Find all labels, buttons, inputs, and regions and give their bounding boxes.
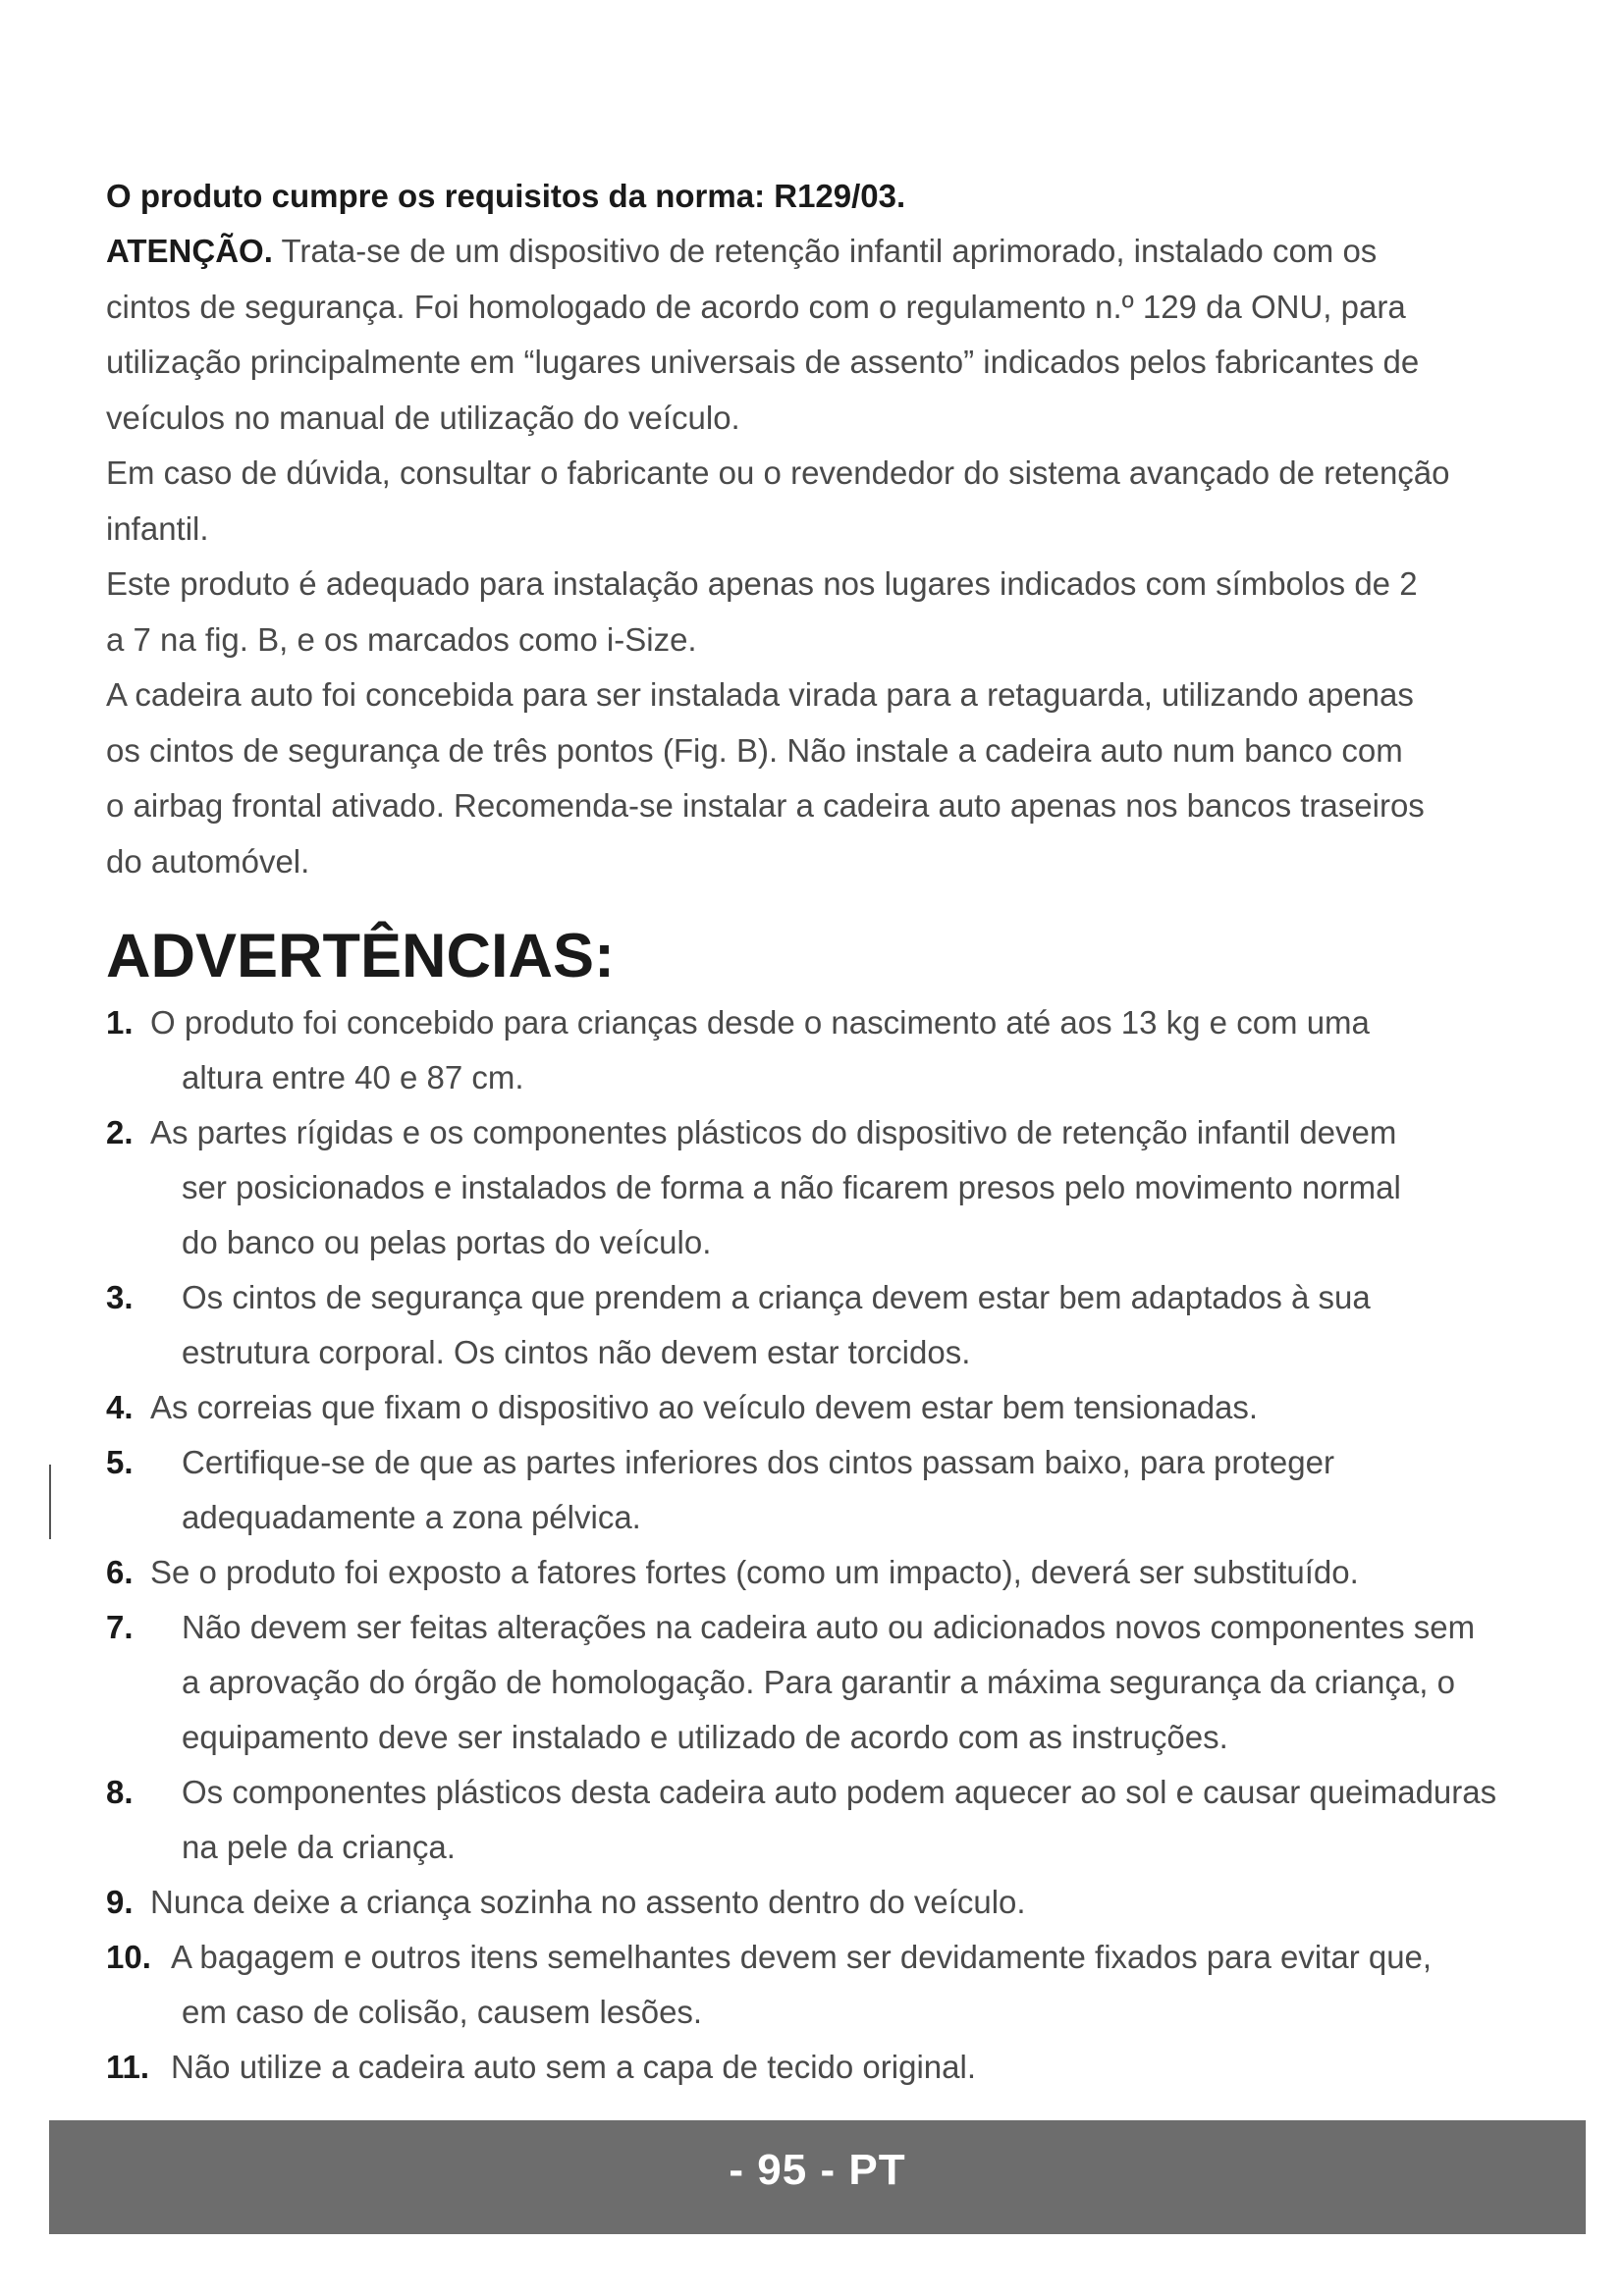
warning-item — [106, 1270, 1549, 1380]
warning-number: 5. — [106, 1444, 134, 1480]
warning-item — [106, 1600, 1549, 1765]
paragraph-line: os cintos de segurança de três pontos (Fig. B). Não instale a cadeira auto num banco com — [106, 731, 1403, 769]
warning-number: 11. — [106, 2049, 150, 2085]
paragraph-line: do automóvel. — [106, 842, 310, 880]
warning-item — [106, 995, 1549, 1105]
warning-line: Não devem ser feitas alterações na cadeira auto ou adicionados novos componentes sem — [182, 1609, 1476, 1645]
page-content — [106, 169, 1549, 2095]
warning-line: altura entre 40 e 87 cm. — [182, 1059, 524, 1095]
paragraph-line: infantil. — [106, 509, 209, 547]
margin-change-bar — [49, 1465, 51, 1539]
norm-statement: O produto cumpre os requisitos da norma: R129/03. — [106, 178, 906, 214]
paragraph-line: o airbag frontal ativado. Recomenda-se instalar a cadeira auto apenas nos bancos traseiros — [106, 787, 1425, 824]
paragraph-line: A cadeira auto foi concebida para ser instalada virada para a retaguarda, utilizando apenas — [106, 676, 1414, 713]
attention-line: cintos de segurança. Foi homologado de acordo com o regulamento n.º 129 da ONU, para — [106, 288, 1406, 325]
paragraph-line: a 7 na fig. B, e os marcados como i-Size. — [106, 620, 697, 658]
warning-number: 7. — [106, 1609, 134, 1645]
warning-line: em caso de colisão, causem lesões. — [182, 1994, 703, 2030]
warning-item — [106, 1380, 1549, 1435]
warning-line: Certifique-se de que as partes inferiores dos cintos passam baixo, para proteger — [182, 1444, 1334, 1480]
warning-line: Se o produto foi exposto a fatores fortes (como um impacto), deverá ser substituído. — [150, 1554, 1359, 1590]
warning-item — [106, 1930, 1549, 2040]
warning-number: 6. — [106, 1554, 134, 1590]
warning-line: As partes rígidas e os componentes plásticos do dispositivo de retenção infantil devem — [150, 1114, 1397, 1150]
warning-item — [106, 1545, 1549, 1600]
warning-item — [106, 1105, 1549, 1270]
warning-item — [106, 1435, 1549, 1545]
attention-line: Trata-se de um dispositivo de retenção infantil aprimorado, instalado com os — [272, 233, 1378, 269]
page-footer — [49, 2120, 1586, 2234]
warning-line: As correias que fixam o dispositivo ao veículo devem estar bem tensionadas. — [150, 1389, 1259, 1425]
warning-line: na pele da criança. — [182, 1829, 456, 1865]
warning-item — [106, 1765, 1549, 1875]
warning-line: equipamento deve ser instalado e utilizado de acordo com as instruções. — [182, 1719, 1228, 1755]
warnings-list — [106, 995, 1549, 2095]
warning-number: 9. — [106, 1884, 134, 1920]
warning-line: Os cintos de segurança que prendem a criança devem estar bem adaptados à sua — [182, 1279, 1371, 1315]
warnings-heading: ADVERTÊNCIAS: — [106, 922, 616, 990]
warning-line: Não utilize a cadeira auto sem a capa de tecido original. — [171, 2049, 976, 2085]
suitability-paragraph — [106, 557, 1549, 667]
warning-number: 2. — [106, 1114, 134, 1150]
attention-label: ATENÇÃO. — [106, 233, 273, 269]
doubt-paragraph — [106, 446, 1549, 557]
paragraph-line: Este produto é adequado para instalação apenas nos lugares indicados com símbolos de 2 — [106, 565, 1418, 602]
warning-number: 8. — [106, 1774, 134, 1810]
page-number-label: - 95 - PT — [729, 2146, 906, 2194]
warning-line: a aprovação do órgão de homologação. Para garantir a máxima segurança da criança, o — [182, 1664, 1455, 1700]
warning-number: 10. — [106, 1939, 151, 1975]
warning-line: Os componentes plásticos desta cadeira auto podem aquecer ao sol e causar queimaduras — [182, 1774, 1497, 1810]
warning-number: 4. — [106, 1389, 134, 1425]
warning-line: do banco ou pelas portas do veículo. — [182, 1224, 712, 1260]
warning-item — [106, 1875, 1549, 1930]
attention-paragraph — [106, 224, 1549, 446]
warning-line: Nunca deixe a criança sozinha no assento dentro do veículo. — [150, 1884, 1026, 1920]
warning-line: O produto foi concebido para crianças desde o nascimento até aos 13 kg e com uma — [150, 1004, 1370, 1041]
warning-line: ser posicionados e instalados de forma a não ficarem presos pelo movimento normal — [182, 1169, 1401, 1205]
warning-line: A bagagem e outros itens semelhantes devem ser devidamente fixados para evitar que, — [171, 1939, 1433, 1975]
warning-line: estrutura corporal. Os cintos não devem estar torcidos. — [182, 1334, 971, 1370]
warning-line: adequadamente a zona pélvica. — [182, 1499, 641, 1535]
attention-line: utilização principalmente em “lugares universais de assento” indicados pelos fabricantes de — [106, 344, 1420, 380]
attention-line: veículos no manual de utilização do veículo. — [106, 399, 740, 436]
installation-paragraph — [106, 667, 1549, 889]
paragraph-line: Em caso de dúvida, consultar o fabricante ou o revendedor do sistema avançado de retenção — [106, 454, 1450, 491]
warning-item — [106, 2040, 1549, 2095]
warning-number: 3. — [106, 1279, 134, 1315]
warning-number: 1. — [106, 1004, 134, 1041]
